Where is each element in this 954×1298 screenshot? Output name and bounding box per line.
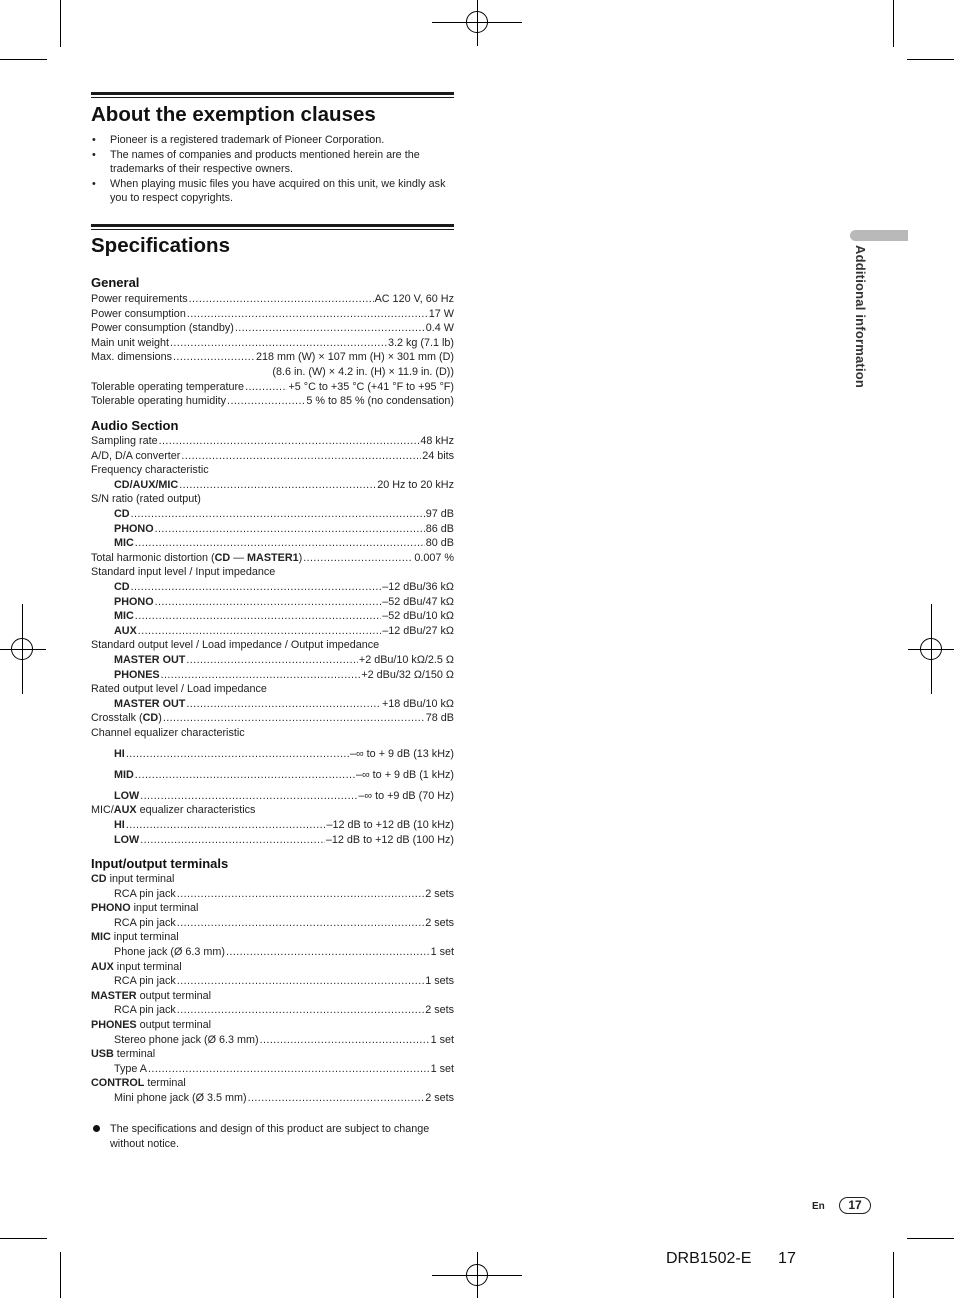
spec-row: PHONO ..... 86 dB xyxy=(91,522,454,537)
spec-row: Total harmonic distortion (CD — MASTER1) ..... 0.007 % xyxy=(91,551,454,566)
spec-row: A/D, D/A converter ..... 24 bits xyxy=(91,449,454,464)
spec-group-label: S/N ratio (rated output) xyxy=(91,493,201,506)
crop-mark xyxy=(0,59,47,60)
spec-row: CD ..... 97 dB xyxy=(91,507,454,522)
io-heading: Input/output terminals xyxy=(91,856,229,871)
spec-row: RCA pin jack ..... 2 sets xyxy=(91,1003,454,1018)
spec-row: PHONO ..... –52 dBu/47 kΩ xyxy=(91,595,454,610)
bullet-dot-icon xyxy=(93,1125,100,1132)
spec-group-label: Standard input level / Input impedance xyxy=(91,566,276,579)
spec-group-label: AUX input terminal xyxy=(91,960,182,973)
spec-group-label: MIC input terminal xyxy=(91,931,179,944)
crop-mark xyxy=(893,0,894,47)
crop-mark xyxy=(893,1252,894,1298)
crop-mark xyxy=(0,1238,47,1239)
general-heading: General xyxy=(91,275,140,290)
spec-row: HI ..... –∞ to + 9 dB (13 kHz) xyxy=(91,740,454,761)
spec-row: LOW ..... –12 dB to +12 dB (100 Hz) xyxy=(91,833,454,848)
spec-row: Max. dimensions ..... 218 mm (W) × 107 mm (H) × 301 mm (D) xyxy=(91,350,454,365)
spec-group-label: Rated output level / Load impedance xyxy=(91,683,267,696)
spec-row: MIC ..... –52 dBu/10 kΩ xyxy=(91,609,454,624)
spec-row: Sampling rate ..... 48 kHz xyxy=(91,434,454,449)
spec-group-label: Standard output level / Load impedance / Output impedance xyxy=(91,639,380,652)
spec-row: Stereo phone jack (Ø 6.3 mm) ..... 1 set xyxy=(91,1033,454,1048)
spec-row: Mini phone jack (Ø 3.5 mm) ..... 2 sets xyxy=(91,1091,454,1106)
spec-row: MASTER OUT ..... +2 dBu/10 kΩ/2.5 Ω xyxy=(91,653,454,668)
crop-mark xyxy=(907,59,954,60)
spec-row: Crosstalk (CD) ..... 78 dB xyxy=(91,711,454,726)
spec-row: Main unit weight ..... 3.2 kg (7.1 lb) xyxy=(91,336,454,351)
spec-row: Phone jack (Ø 6.3 mm) ..... 1 set xyxy=(91,945,454,960)
list-item: • When playing music files you have acquired on this unit, we kindly ask you to respect copyrights. xyxy=(91,177,454,206)
spec-group-label: USB terminal xyxy=(91,1048,156,1061)
specifications-title: Specifications xyxy=(91,234,230,257)
crop-mark xyxy=(60,0,61,47)
spec-row: MIC ..... 80 dB xyxy=(91,536,454,551)
crop-mark xyxy=(907,1238,954,1239)
section-rule xyxy=(91,92,454,98)
page-number-badge: 17 xyxy=(839,1197,871,1214)
print-footer: DRB1502-E 17 xyxy=(666,1250,796,1267)
spec-row: Tolerable operating humidity ..... 5 % to 85 % (no condensation) xyxy=(91,394,454,409)
spec-row: Power requirements ..... AC 120 V, 60 Hz xyxy=(91,292,454,307)
spec-row: Type A ..... 1 set xyxy=(91,1062,454,1077)
spec-row: RCA pin jack ..... 1 sets xyxy=(91,974,454,989)
spec-row: RCA pin jack ..... 2 sets xyxy=(91,916,454,931)
spec-group-label: PHONO input terminal xyxy=(91,902,199,915)
spec-group-label: MIC/AUX equalizer characteristics xyxy=(91,804,256,817)
spec-group-label: MASTER output terminal xyxy=(91,989,212,1002)
section-tab-label: Additional information xyxy=(853,245,868,389)
spec-row: Power consumption ..... 17 W xyxy=(91,307,454,322)
registration-mark xyxy=(920,638,942,660)
exemption-title: About the exemption clauses xyxy=(91,103,376,126)
spec-note: The specifications and design of this product are subject to change without notice. xyxy=(91,1122,454,1151)
registration-mark xyxy=(11,638,33,660)
spec-row: Power consumption (standby) ..... 0.4 W xyxy=(91,321,454,336)
spec-row: MID ..... –∞ to + 9 dB (1 kHz) xyxy=(91,761,454,782)
language-label: En xyxy=(812,1201,825,1212)
section-rule xyxy=(91,224,454,230)
list-item: • The names of companies and products mentioned herein are the trademarks of their respective owners. xyxy=(91,148,454,177)
audio-heading: Audio Section xyxy=(91,418,179,433)
general-specs xyxy=(91,292,454,409)
spec-row: PHONES ..... +2 dBu/32 Ω/150 Ω xyxy=(91,668,454,683)
spec-group-label: Frequency characteristic xyxy=(91,464,209,477)
spec-row: LOW ..... –∞ to +9 dB (70 Hz) xyxy=(91,782,454,803)
registration-mark xyxy=(466,11,488,33)
spec-row: Tolerable operating temperature ..... +5 °C to +35 °C (+41 °F to +95 °F) xyxy=(91,380,454,395)
spec-row: AUX ..... –12 dBu/27 kΩ xyxy=(91,624,454,639)
spec-row: HI ..... –12 dB to +12 dB (10 kHz) xyxy=(91,818,454,833)
spec-continuation: (8.6 in. (W) × 4.2 in. (H) × 11.9 in. (D)) xyxy=(272,365,454,378)
registration-mark xyxy=(466,1264,488,1286)
io-specs xyxy=(91,872,454,1106)
spec-row: MASTER OUT ..... +18 dBu/10 kΩ xyxy=(91,697,454,712)
spec-group-label: CONTROL terminal xyxy=(91,1077,186,1090)
spec-group-label: CD input terminal xyxy=(91,873,175,885)
spec-group-label: PHONES output terminal xyxy=(91,1018,212,1031)
crop-mark xyxy=(60,1252,61,1298)
spec-row: CD/AUX/MIC ..... 20 Hz to 20 kHz xyxy=(91,478,454,493)
audio-specs xyxy=(91,434,454,847)
spec-group-label: Channel equalizer characteristic xyxy=(91,726,245,739)
exemption-list xyxy=(91,133,454,206)
spec-row: RCA pin jack ..... 2 sets xyxy=(91,887,454,902)
section-tab xyxy=(850,230,908,241)
spec-row: CD ..... –12 dBu/36 kΩ xyxy=(91,580,454,595)
list-item: • Pioneer is a registered trademark of Pioneer Corporation. xyxy=(91,133,454,148)
